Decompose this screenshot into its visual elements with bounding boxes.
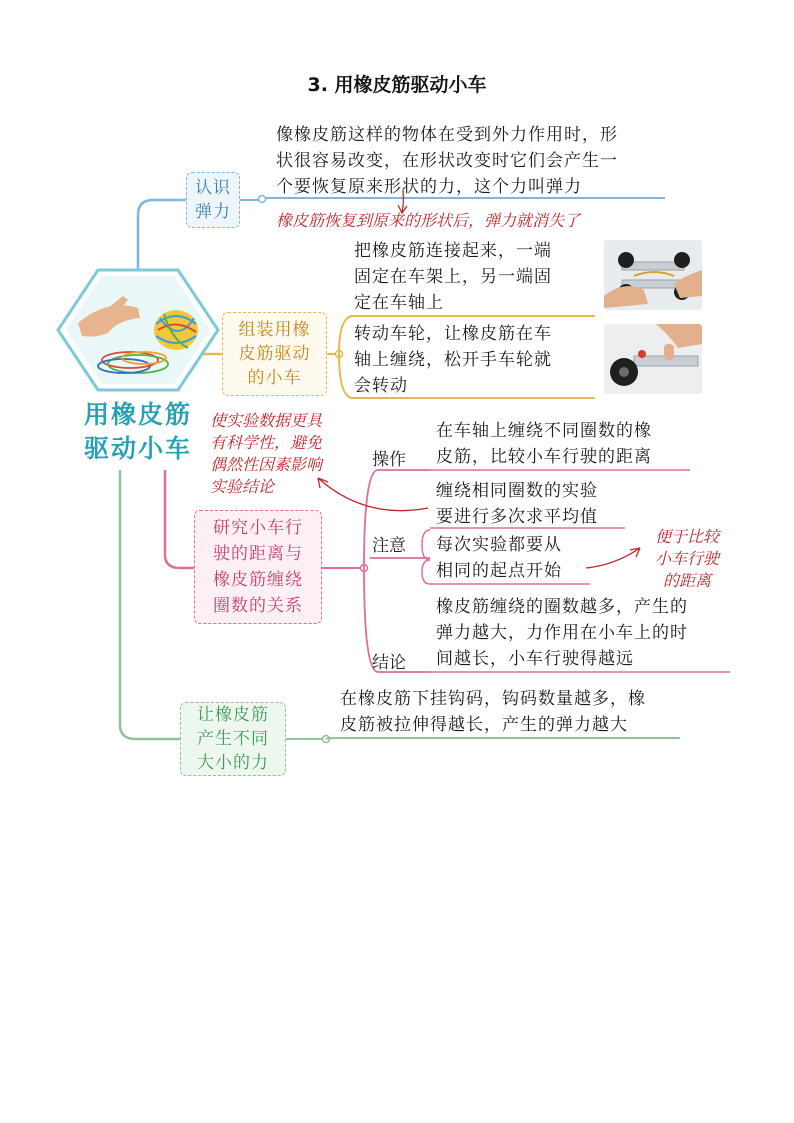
page-title: 3. 用橡皮筋驱动小车 [307,74,487,96]
text-line: 会转动 [354,376,408,396]
text-line: 在车轴上缠绕不同圈数的橡 [436,421,652,441]
note-line: 小车行驶 [654,549,719,568]
note-line: 实验结论 [210,477,275,496]
attention-text-1 [436,478,646,530]
note-line: 有科学性，避免 [210,433,323,452]
conclusion-label: 结论 [372,653,406,673]
operation-label: 操作 [372,450,406,470]
branch-recognize-elastic-force [186,172,240,228]
branch-label-line: 驶的距离与 [213,544,303,564]
car-frame-photo [604,240,702,310]
attention-label: 注意 [372,536,406,556]
recognize-note: 橡皮筋恢复到原来的形状后，弹力就消失了 [276,211,581,230]
branch-label-line: 圈数的关系 [213,596,303,616]
branch-label-line: 产生不同 [197,729,269,749]
branch-different-force [180,702,286,776]
text-line: 像橡皮筋这样的物体在受到外力作用时，形 [276,125,618,145]
branch-label-line: 皮筋驱动 [238,344,311,364]
text-line: 定在车轴上 [354,293,444,313]
branch-label-line: 弹力 [195,202,231,222]
branch-label-line: 橡皮筋缠绕 [213,570,303,590]
text-line: 个要恢复原来形状的力，这个力叫弹力 [276,177,582,197]
text-line: 把橡皮筋连接起来，一端 [354,241,552,261]
note-line: 的距离 [662,571,711,590]
central-topic-line: 用橡皮筋 [83,400,192,429]
text-line: 要进行多次求平均值 [436,507,598,527]
branch-label-line: 研究小车行 [213,518,303,538]
conclusion-text [436,594,746,672]
car-wheel-photo [604,324,702,394]
rubber-band-photo [68,278,208,382]
research-note-left [210,410,360,498]
branch-label-line: 让橡皮筋 [197,705,269,725]
branch-label-line: 大小的力 [197,753,269,773]
text-line: 每次实验都要从 [436,535,562,555]
text-line: 转动车轮，让橡皮筋在车 [354,324,552,344]
text-line: 缠绕相同圈数的实验 [436,481,598,501]
branch-label-line: 的小车 [247,368,302,388]
text-line: 固定在车架上，另一端固 [354,267,552,287]
operation-text [436,418,706,470]
text-line: 状很容易改变，在形状改变时它们会产生一 [276,151,618,171]
central-topic [58,398,218,466]
central-topic-line: 驱动小车 [83,434,192,463]
note-line: 便于比较 [654,527,719,546]
text-line: 间越长，小车行驶得越远 [436,649,634,669]
text-line: 弹力越大，力作用在小车上的时 [436,623,688,643]
branch-label-line: 组装用橡 [238,320,311,340]
text-line: 相同的起点开始 [436,561,562,581]
research-note-right [642,526,732,592]
recognize-description [276,122,696,200]
assemble-step-2 [354,321,604,399]
text-line: 轴上缠绕，松开手车轮就 [354,350,552,370]
text-line: 皮筋被拉伸得越长，产生的弹力越大 [340,715,628,735]
branch-label-line: 认识 [195,178,231,198]
note-line: 偶然性因素影响 [210,455,323,474]
branch-assemble-car [222,312,327,396]
assemble-step-1 [354,238,604,316]
note-line: 使实验数据更具 [210,411,323,430]
force-description [340,686,720,738]
branch-research-distance [194,510,322,624]
attention-text-2 [436,532,596,584]
text-line: 橡皮筋缠绕的圈数越多，产生的 [436,597,688,617]
text-line: 在橡皮筋下挂钩码，钩码数量越多，橡 [340,689,646,709]
text-line: 皮筋，比较小车行驶的距离 [436,447,652,467]
